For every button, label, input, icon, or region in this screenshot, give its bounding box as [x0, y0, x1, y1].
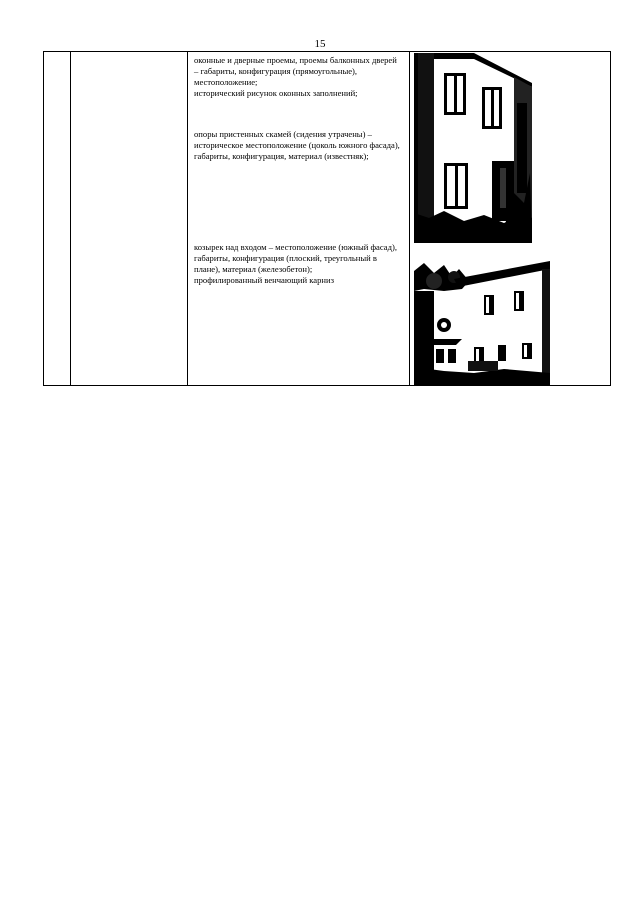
- description-cell: [188, 52, 410, 386]
- feature-cornice: профилированный венчающий карниз: [194, 275, 335, 285]
- number-cell: [44, 52, 71, 386]
- photo-cell: [410, 52, 611, 386]
- feature-window-pattern: исторический рисунок оконных заполнений;: [194, 88, 358, 98]
- feature-openings: оконные и дверные проемы, проемы балконных дверей – габариты, конфигурация (прямоугольные), местоположение;: [194, 55, 397, 87]
- table-row: [44, 52, 611, 386]
- feature-bench-supports: опоры пристенных скамей (сидения утрачены) – историческое местоположение (цоколь южного фасада), габариты, конфигурация, материал (известняк);: [194, 129, 400, 161]
- building-entrance-photo: [414, 261, 550, 385]
- feature-entrance-canopy: козырек над входом – местоположение (южный фасад), габариты, конфигурация (плоский, треугольный в плане), материал (железобетон);: [194, 242, 397, 274]
- facade-windows-photo: [414, 53, 532, 243]
- features-table: [43, 51, 611, 386]
- page-number: 15: [314, 38, 326, 50]
- name-cell: [71, 52, 188, 386]
